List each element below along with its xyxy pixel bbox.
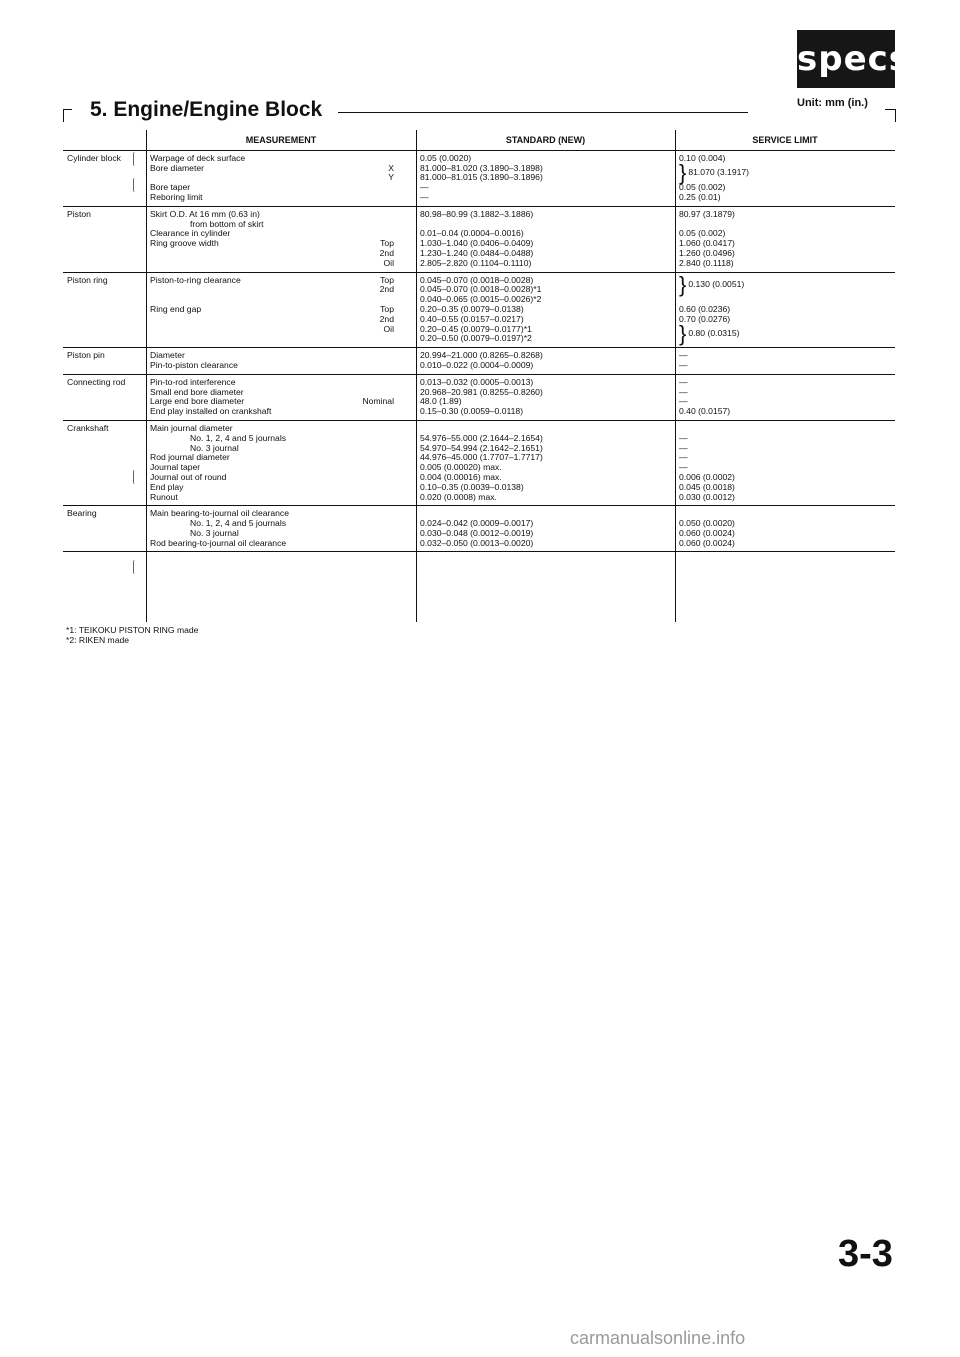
standard-value: 0.040–0.065 (0.0015–0.0026)*2: [420, 294, 542, 305]
measurement-label: Rod bearing-to-journal oil clearance: [150, 537, 287, 548]
standard-cell: [416, 420, 675, 505]
component-cell: Piston ring: [63, 272, 146, 348]
standard-value: 0.20–0.35 (0.0079–0.0138): [420, 303, 524, 314]
measurement-position: Y: [388, 172, 394, 183]
component-cell: Piston pin: [63, 348, 146, 375]
standard-value: 2.805–2.820 (0.1104–0.1110): [420, 257, 532, 268]
measurement-label: Small end bore diameter: [150, 386, 244, 397]
component-cell: Bearing: [63, 506, 146, 552]
measurement-line: [150, 361, 412, 371]
column-rule: [675, 130, 676, 622]
standard-value: 0.005 (0.00020) max.: [420, 462, 502, 473]
standard-value: 81.000–81.015 (3.1890–3.1896): [420, 172, 543, 183]
measurement-position: [394, 444, 412, 454]
measurement-position: [394, 193, 412, 203]
measurement-line: [150, 407, 412, 417]
standard-cell: [416, 348, 675, 375]
service-cell: [675, 374, 895, 420]
standard-value: 0.020 (0.0008) max.: [420, 491, 497, 502]
standard-value: 0.40–0.55 (0.0157–0.0217): [420, 313, 524, 324]
service-value: 80.97 (3.1879): [679, 208, 735, 219]
service-value: —: [679, 359, 688, 370]
header-service: SERVICE LIMIT: [675, 131, 895, 150]
service-value: —: [679, 396, 688, 407]
measurement-label: from bottom of skirt: [190, 218, 264, 229]
table-row: [63, 150, 895, 206]
measurement-line: [150, 239, 412, 249]
table-row: [63, 206, 895, 272]
standard-cell: [416, 272, 675, 348]
service-cell: [675, 348, 895, 375]
measurement-label: Bore taper: [150, 182, 191, 193]
measurement-line: [150, 493, 412, 503]
service-value: 0.060 (0.0024): [679, 537, 735, 548]
measurement-line: [150, 193, 412, 203]
measurement-line: [150, 259, 412, 269]
service-value: [679, 424, 891, 434]
measurement-cell: [146, 348, 416, 375]
measurement-position: [394, 378, 412, 388]
standard-value: 0.15–0.30 (0.0059–0.0118): [420, 406, 524, 417]
measurement-label: Journal taper: [150, 462, 201, 473]
measurement-cell: [146, 206, 416, 272]
measurement-label: Large end bore diameter: [150, 396, 245, 407]
measurement-position: [394, 154, 412, 164]
service-value: 0.25 (0.01): [679, 191, 721, 202]
measurement-position: [394, 351, 412, 361]
measurement-position: [394, 210, 412, 220]
frame-corner-right: [885, 109, 896, 122]
service-value: 0.030 (0.0012): [679, 491, 735, 502]
standard-value: 44.976–45.000 (1.7707–1.7717): [420, 452, 543, 463]
table-header: [63, 131, 895, 150]
standard-value: 0.01–0.04 (0.0004–0.0016): [420, 228, 524, 239]
service-group: [679, 160, 891, 186]
measurement-line: [150, 305, 412, 315]
measurement-position: [394, 229, 412, 239]
brace-mark: }: [679, 321, 687, 347]
section-title: 5. Engine/Engine Block: [90, 98, 323, 121]
measurement-position: [394, 483, 412, 493]
standard-value: 0.20–0.45 (0.0079–0.0177)*1: [420, 323, 532, 334]
brace-mark: }: [679, 272, 687, 298]
measurement-line: [150, 473, 412, 483]
standard-value: 0.10–0.35 (0.0039–0.0138): [420, 481, 524, 492]
measurement-line: [150, 483, 412, 493]
measurement-label: No. 1, 2, 4 and 5 journals: [190, 432, 287, 443]
measurement-label: Reboring limit: [150, 191, 203, 202]
measurement-cell: [146, 506, 416, 552]
standard-value: —: [420, 191, 429, 202]
service-value: 0.130 (0.0051): [688, 279, 745, 290]
measurement-position: 2nd: [379, 313, 394, 324]
service-value: 1.260 (0.0496): [679, 247, 735, 258]
measurement-position: Top: [380, 238, 394, 249]
service-value: 2.840 (0.1118): [679, 257, 734, 268]
watermark: carmanualsonline.info: [570, 1328, 746, 1348]
footnote-2: *2: RIKEN made: [66, 634, 130, 645]
standard-value: 54.976–55.000 (2.1644–2.1654): [420, 432, 543, 443]
standard-value: 1.230–1.240 (0.0484–0.0488): [420, 247, 534, 258]
spec-table: [63, 131, 895, 552]
measurement-label: End play installed on crankshaft: [150, 406, 272, 417]
measurement-line: [150, 164, 412, 174]
footnote-1: *1: TEIKOKU PISTON RING made: [66, 625, 199, 635]
standard-value: 0.032–0.050 (0.0013–0.0020): [420, 537, 534, 548]
table-row: [63, 348, 895, 375]
standard-value: 0.030–0.048 (0.0012–0.0019): [420, 527, 534, 538]
service-cell: [675, 420, 895, 505]
service-value: 0.40 (0.0157): [679, 406, 731, 417]
measurement-position: [394, 407, 412, 417]
service-group: [679, 321, 891, 347]
measurement-label: Bore diameter: [150, 162, 204, 173]
service-value: 81.070 (3.1917): [688, 167, 750, 178]
measurement-label: Ring groove width: [150, 238, 219, 249]
measurement-label: Pin-to-piston clearance: [150, 359, 238, 370]
standard-cell: [416, 506, 675, 552]
measurement-position: [394, 463, 412, 473]
table-row: [63, 506, 895, 552]
service-cell: [675, 150, 895, 206]
measurement-position: [394, 183, 412, 193]
measurement-position: [394, 295, 412, 305]
measurement-line: [150, 325, 412, 335]
standard-value: 48.0 (1.89): [420, 396, 462, 407]
table-row: [63, 374, 895, 420]
service-value: —: [679, 442, 688, 453]
measurement-label: No. 3 journal: [190, 442, 239, 453]
service-group: [679, 272, 891, 298]
service-value: 1.060 (0.0417): [679, 238, 735, 249]
service-value: 0.060 (0.0024): [679, 527, 735, 538]
service-value: 0.05 (0.002): [679, 182, 726, 193]
service-cell: [675, 506, 895, 552]
service-value: —: [679, 350, 688, 361]
standard-value: 0.045–0.070 (0.0018–0.0028)*1: [420, 284, 542, 295]
column-rule: [146, 130, 147, 622]
specs-badge: specs: [797, 30, 895, 88]
standard-value: 20.968–20.981 (0.8255–0.8260): [420, 386, 543, 397]
component-cell: Piston: [63, 206, 146, 272]
unit-label: Unit: mm (in.): [797, 97, 868, 109]
frame-corner-left: [63, 109, 72, 122]
standard-value: —: [420, 182, 429, 193]
service-value: 0.10 (0.004): [679, 152, 726, 163]
header-component: [63, 131, 146, 150]
standard-value: 1.030–1.040 (0.0406–0.0409): [420, 238, 534, 249]
service-value: —: [679, 462, 688, 473]
measurement-label: Warpage of deck surface: [150, 152, 246, 163]
measurement-position: [394, 434, 412, 444]
measurement-cell: [146, 420, 416, 505]
standard-cell: [416, 150, 675, 206]
measurement-label: Pin-to-rod interference: [150, 376, 236, 387]
service-value: 0.60 (0.0236): [679, 303, 731, 314]
measurement-position: Oil: [383, 257, 394, 268]
standard-value: 0.024–0.042 (0.0009–0.0017): [420, 518, 534, 529]
measurement-position: Top: [380, 274, 394, 285]
measurement-label: Ring end gap: [150, 303, 202, 314]
measurement-label: No. 3 journal: [190, 527, 239, 538]
service-value: 0.006 (0.0002): [679, 471, 735, 482]
measurement-position: [394, 424, 412, 434]
component-cell: Cylinder block: [63, 150, 146, 206]
service-value: —: [679, 432, 688, 443]
measurement-label: No. 1, 2, 4 and 5 journals: [190, 518, 287, 529]
standard-value: 0.013–0.032 (0.0005–0.0013): [420, 376, 534, 387]
measurement-position: 2nd: [379, 247, 394, 258]
header-standard: STANDARD (NEW): [416, 131, 675, 150]
component-cell: Connecting rod: [63, 374, 146, 420]
measurement-label: Skirt O.D. At 16 mm (0.63 in): [150, 208, 260, 219]
measurement-line: [150, 285, 412, 295]
standard-value: 0.05 (0.0020): [420, 152, 472, 163]
component-cell: Crankshaft: [63, 420, 146, 505]
measurement-line: [150, 315, 412, 325]
measurement-position: [394, 493, 412, 503]
standard-value: 0.20–0.50 (0.0079–0.0197)*2: [420, 333, 532, 344]
title-rule: [338, 112, 748, 113]
standard-value: 0.045–0.070 (0.0018–0.0028): [420, 274, 534, 285]
measurement-position: [394, 220, 412, 230]
measurement-label: Main journal diameter: [150, 422, 233, 433]
measurement-position: 2nd: [379, 284, 394, 295]
measurement-cell: [146, 272, 416, 348]
service-cell: [675, 206, 895, 272]
measurement-label: Journal out of round: [150, 471, 227, 482]
service-value: —: [679, 452, 688, 463]
measurement-position: [394, 361, 412, 371]
service-value: 0.045 (0.0018): [679, 481, 735, 492]
measurement-label: End play: [150, 481, 184, 492]
measurement-label: Runout: [150, 491, 178, 502]
measurement-line: [150, 249, 412, 259]
measurement-position: [394, 539, 412, 549]
standard-value: 0.004 (0.00016) max.: [420, 471, 502, 482]
table-row: [63, 420, 895, 505]
measurement-position: Nominal: [362, 396, 394, 407]
measurement-position: [394, 388, 412, 398]
measurement-label: Rod journal diameter: [150, 452, 230, 463]
measurement-label: Diameter: [150, 350, 185, 361]
measurement-position: Top: [380, 303, 394, 314]
service-value: 0.70 (0.0276): [679, 313, 731, 324]
service-value: —: [679, 386, 688, 397]
measurement-cell: [146, 150, 416, 206]
brace-mark: }: [679, 160, 687, 186]
standard-cell: [416, 206, 675, 272]
page-number: 3-3: [838, 1233, 893, 1275]
measurement-cell: [146, 374, 416, 420]
footnotes: [66, 626, 198, 646]
standard-value: 54.970–54.994 (2.1642–2.1651): [420, 442, 543, 453]
measurement-label: Piston-to-ring clearance: [150, 274, 241, 285]
measurement-position: X: [388, 162, 394, 173]
header-measurement: MEASUREMENT: [146, 131, 416, 150]
measurement-position: [394, 509, 412, 519]
service-value: —: [679, 376, 688, 387]
standard-value: 80.98–80.99 (3.1882–3.1886): [420, 208, 534, 219]
measurement-line: [150, 276, 412, 286]
measurement-label: Main bearing-to-journal oil clearance: [150, 508, 290, 519]
column-rule: [416, 130, 417, 622]
measurement-position: [394, 453, 412, 463]
measurement-position: Oil: [383, 323, 394, 334]
measurement-position: [394, 519, 412, 529]
standard-value: 0.010–0.022 (0.0004–0.0009): [420, 359, 534, 370]
standard-cell: [416, 374, 675, 420]
service-value: 0.80 (0.0315): [688, 328, 740, 339]
service-value: 0.050 (0.0020): [679, 518, 735, 529]
service-value: 0.05 (0.002): [679, 228, 726, 239]
measurement-line: [150, 539, 412, 549]
standard-value: 20.994–21.000 (0.8265–0.8268): [420, 350, 543, 361]
measurement-position: [394, 529, 412, 539]
table-row: [63, 272, 895, 348]
measurement-label: Clearance in cylinder: [150, 228, 231, 239]
page-mark: [133, 560, 137, 574]
service-cell: [675, 272, 895, 348]
measurement-position: [394, 473, 412, 483]
standard-value: 81.000–81.020 (3.1890–3.1898): [420, 162, 543, 173]
